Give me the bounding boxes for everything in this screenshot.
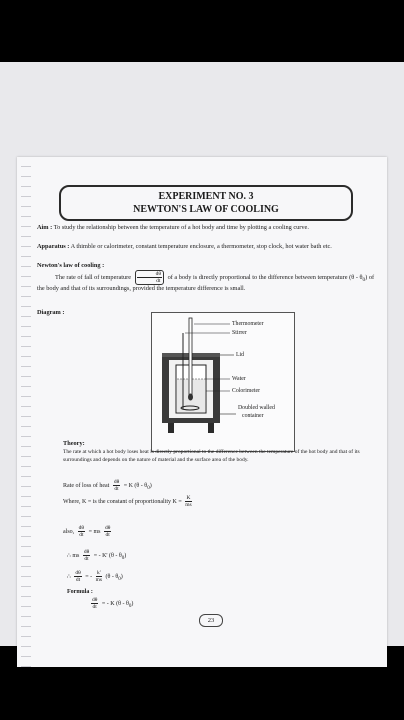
experiment-number: EXPERIMENT NO. 3 (158, 191, 254, 202)
aim-section (37, 224, 377, 233)
den: dt (75, 577, 81, 583)
frac-a (78, 525, 85, 538)
num: dθ (75, 570, 81, 576)
therefore-equation-1 (67, 549, 126, 563)
sub: 0 (121, 556, 125, 562)
rhs: = - K' (θ - θ (93, 552, 122, 559)
minus: = - (85, 573, 93, 580)
label-stirrer: Stirrer (232, 330, 247, 336)
apparatus-section (37, 243, 377, 252)
subscript-zero: 0 (362, 277, 366, 284)
newtons-law-heading: Newton's law of cooling : (37, 262, 105, 269)
num: dθ (78, 525, 85, 531)
thermometer (189, 318, 192, 396)
label-lid: Lid (236, 352, 245, 358)
den: ms (95, 577, 103, 583)
rate-fraction (135, 270, 164, 285)
rhs: = - K (θ - θ (101, 600, 129, 607)
therefore-ms: ∴ ms (67, 552, 80, 559)
title-box (59, 185, 353, 221)
close: ) (131, 600, 134, 607)
rate-frac (113, 479, 120, 492)
formula-heading: Formula : (67, 589, 93, 595)
den: ms (185, 502, 192, 508)
photo-background (0, 62, 404, 646)
sub: 0 (118, 577, 121, 583)
document-page (17, 157, 387, 667)
leg-left (168, 423, 174, 433)
theory-text: The rate at which a hot body loses heat is directly proportional to the difference between the temperature of the hot body and that of its surroundings and depends on the nature of material and the surface area of the body. (63, 449, 360, 463)
den: dt (105, 532, 110, 538)
apparatus-text: A thimble or calorimeter, constant temperature enclosure, a thermometer, stop clock, hot water bath etc. (70, 243, 332, 250)
law-text-end: ) of the body and that of its surroundings, provided the temperature difference is small. (37, 273, 375, 292)
frac-b (104, 525, 111, 538)
frac-c (83, 549, 90, 562)
final-formula (89, 597, 133, 611)
apparatus-label: Apparatus : (37, 243, 70, 250)
apparatus-diagram (151, 312, 295, 452)
num: dθ (104, 525, 111, 531)
den: dt (92, 604, 97, 610)
aim-label: Aim : (37, 224, 53, 231)
label-thermometer: Thermometer (232, 321, 264, 327)
den: dt (84, 556, 89, 562)
frac-d (74, 570, 81, 583)
num: K (186, 495, 191, 501)
margin-line (21, 157, 31, 667)
k-frac (185, 495, 191, 508)
frac-den: dt (156, 278, 161, 284)
num: k' (96, 570, 101, 576)
frac-f (91, 597, 98, 610)
den: dt (114, 486, 119, 492)
label-container-1: Doubled walled (238, 405, 275, 411)
num: dθ (92, 597, 98, 603)
close: ) (149, 482, 152, 489)
label-colorimeter: Colorimeter (232, 388, 261, 394)
rate-label: Rate of loss of heat (63, 482, 110, 489)
label-water: Water (232, 376, 246, 382)
theory-heading: Theory: (63, 440, 85, 447)
also-label: also, (63, 528, 75, 535)
therefore-equation-2 (67, 570, 123, 584)
label-container-2: container (242, 413, 264, 419)
law-text-after: of a body is directly proportional to the difference between temperature (θ - θ (167, 273, 363, 281)
thermometer-bulb (188, 394, 193, 401)
therefore-sign: ∴ (67, 573, 71, 580)
aim-text: To study the relationship between the temperature of a hot body and time by plotting a cooling curve. (53, 224, 309, 231)
close: ) (120, 573, 123, 580)
close: ) (124, 552, 127, 559)
also-equation (63, 525, 113, 538)
frac-e (96, 570, 102, 583)
rate-rhs: = K (θ - θ (123, 482, 148, 489)
where-text: Where, K = is the constant of proportionality K = (63, 498, 182, 505)
law-text-before: The rate of fall of temperature (55, 273, 132, 281)
rhs: (θ - θ (105, 573, 119, 580)
frac-num: dθ (137, 271, 162, 278)
sub: 0 (147, 486, 150, 492)
leg-right (208, 423, 214, 433)
rate-equation (63, 479, 152, 493)
experiment-title: NEWTON'S LAW OF COOLING (133, 204, 279, 215)
page-number: 23 (199, 614, 223, 627)
num: dθ (83, 549, 90, 555)
num: dθ (113, 479, 120, 485)
apparatus-diagram-svg (152, 313, 294, 451)
diagram-heading: Diagram : (37, 309, 65, 316)
newtons-law-text (37, 270, 377, 294)
equals-ms: = ms (88, 528, 101, 535)
den: dt (79, 532, 84, 538)
sub: 0 (128, 604, 132, 610)
where-equation (63, 495, 194, 508)
